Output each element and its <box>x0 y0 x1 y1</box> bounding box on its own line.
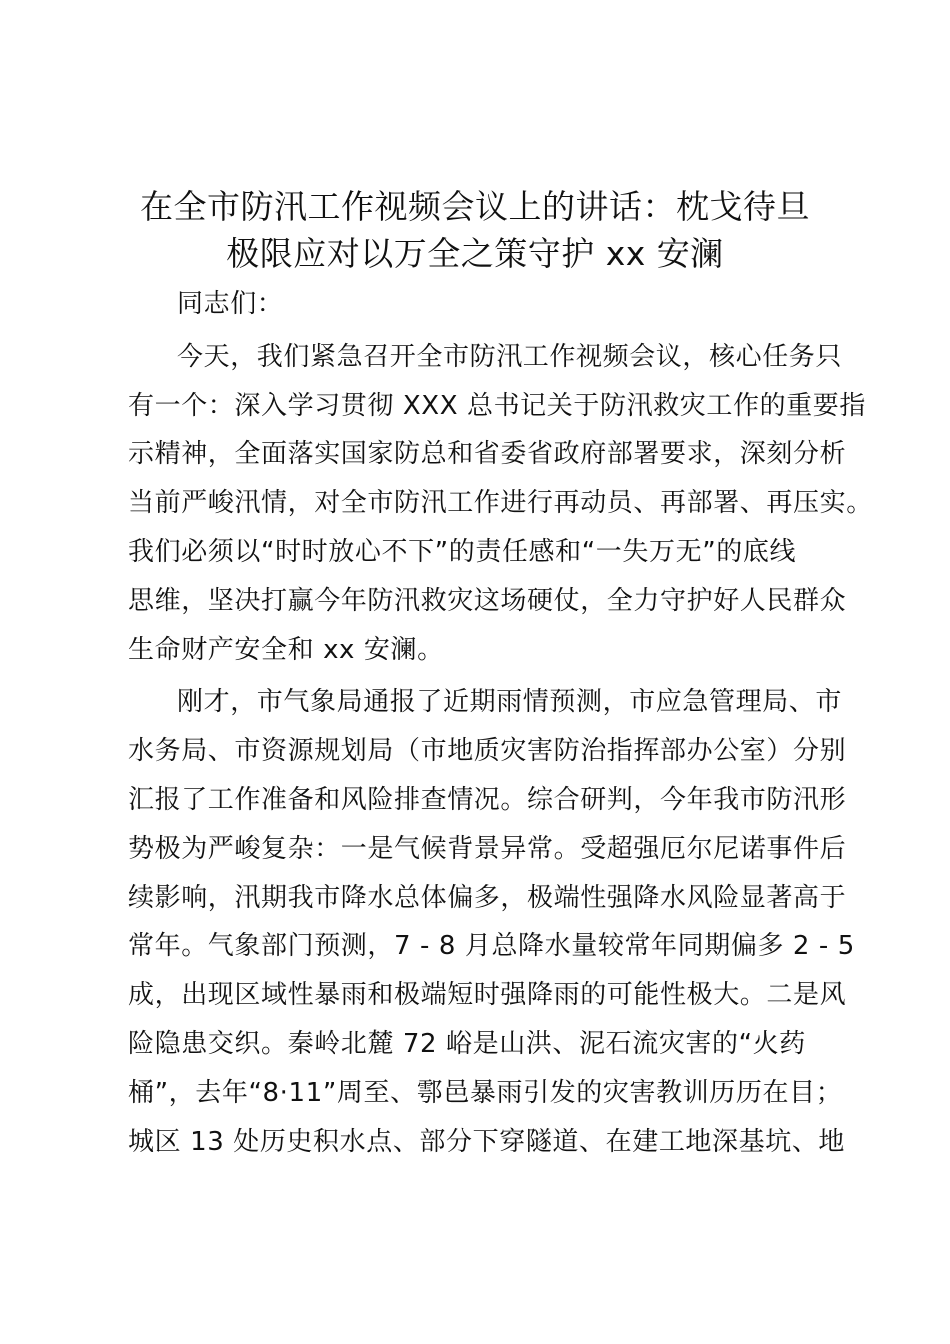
body-line: 势极为严峻复杂：一是气候背景异常。受超强厄尔尼诺事件后 <box>128 834 847 864</box>
document-title-line-2: 极限应对以万全之策守护 xx 安澜 <box>226 234 724 273</box>
body-line: 桶”，去年“8·11”周至、鄠邑暴雨引发的灾害教训历历在目； <box>128 1078 843 1108</box>
body-line: 思维，坚决打赢今年防汛救灾这场硬仗，全力守护好人民群众 <box>128 586 847 616</box>
body-line: 示精神，全面落实国家防总和省委省政府部署要求，深刻分析 <box>128 439 847 469</box>
salutation: 同志们： <box>177 289 284 319</box>
body-line: 水务局、市资源规划局（市地质灾害防治指挥部办公室）分别 <box>128 736 847 766</box>
body-line: 常年。气象部门预测，7 - 8 月总降水量较常年同期偏多 2 - 5 <box>128 931 855 961</box>
body-line: 生命财产安全和 xx 安澜。 <box>128 635 444 665</box>
body-line: 成，出现区域性暴雨和极端短时强降雨的可能性极大。二是风 <box>128 980 847 1010</box>
body-line: 刚才，市气象局通报了近期雨情预测，市应急管理局、市 <box>177 687 843 717</box>
body-line: 当前严峻汛情，对全市防汛工作进行再动员、再部署、再压实。 <box>128 488 873 518</box>
body-line: 续影响，汛期我市降水总体偏多，极端性强降水风险显著高于 <box>128 883 847 913</box>
body-line: 有一个：深入学习贯彻 XXX 总书记关于防汛救灾工作的重要指 <box>128 391 866 421</box>
body-line: 城区 13 处历史积水点、部分下穿隧道、在建工地深基坑、地 <box>128 1127 846 1157</box>
body-line: 险隐患交织。秦岭北麓 72 峪是山洪、泥石流灾害的“火药 <box>128 1029 806 1059</box>
document-title-line-1: 在全市防汛工作视频会议上的讲话：枕戈待旦 <box>140 187 810 226</box>
body-line: 汇报了工作准备和风险排查情况。综合研判，今年我市防汛形 <box>128 785 847 815</box>
body-line: 我们必须以“时时放心不下”的责任感和“一失万无”的底线 <box>128 537 797 567</box>
body-line: 今天，我们紧急召开全市防汛工作视频会议，核心任务只 <box>177 342 843 372</box>
